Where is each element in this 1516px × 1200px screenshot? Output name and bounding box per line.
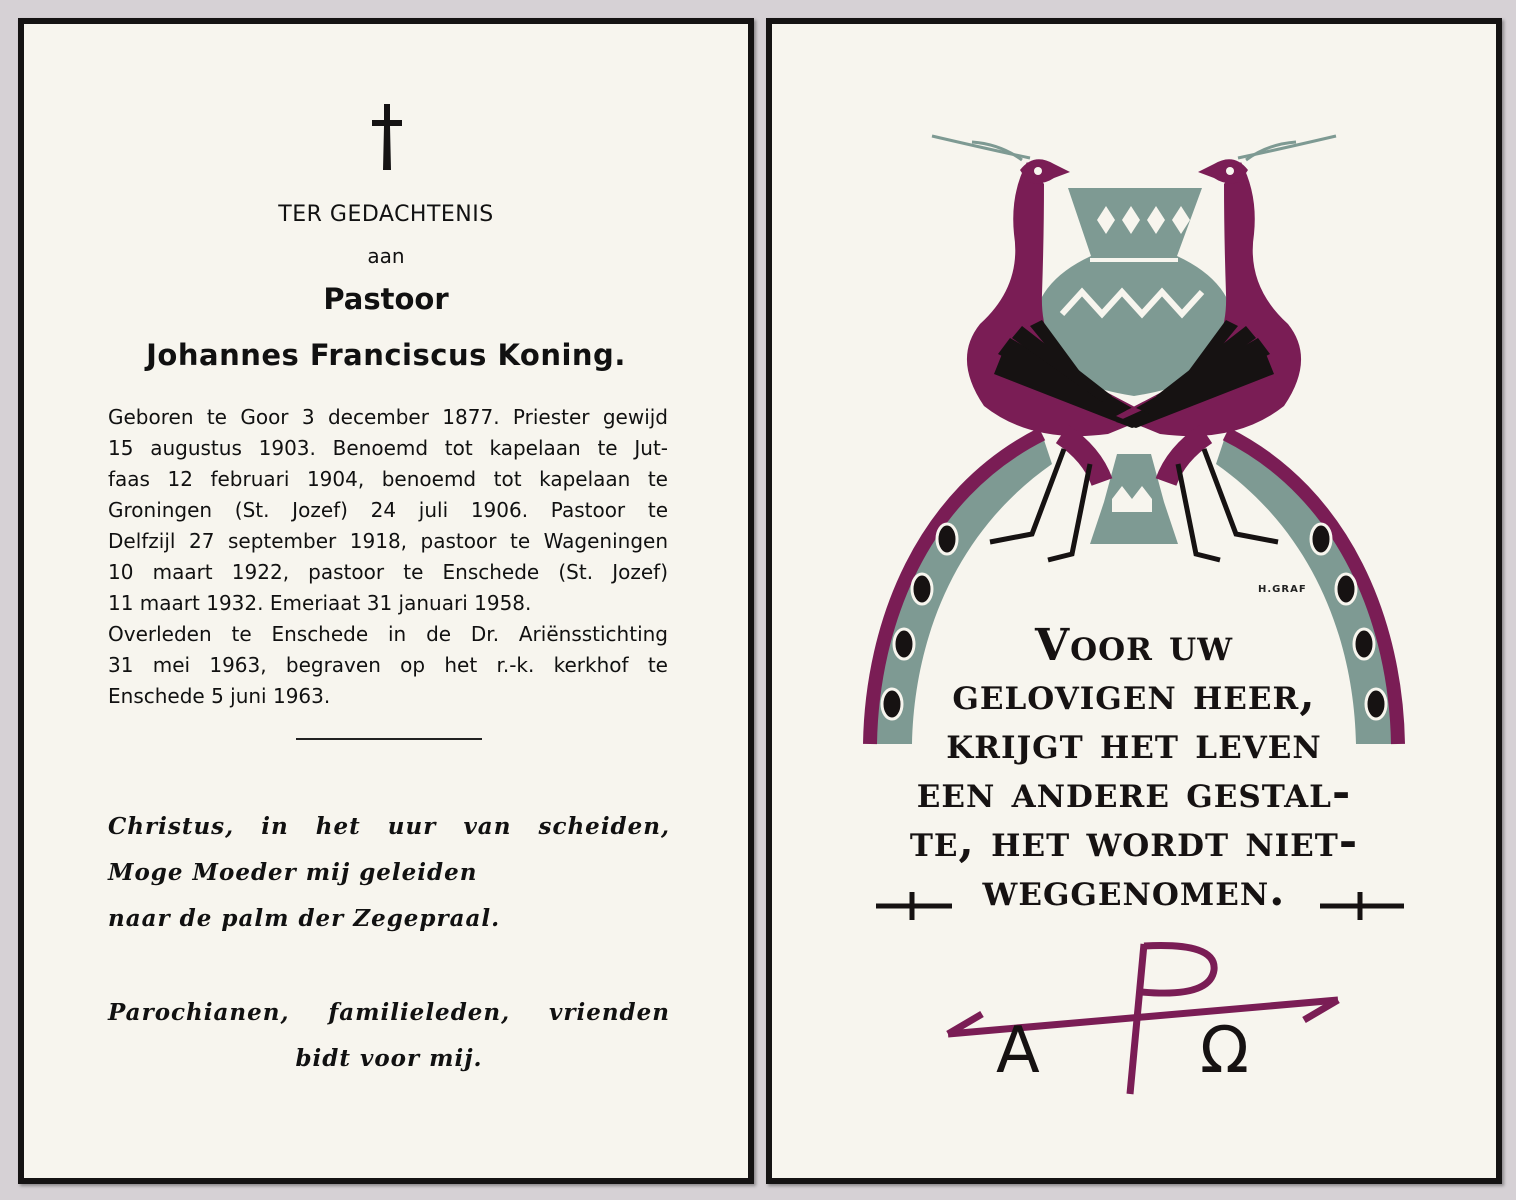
bio-line: Delfzijl 27 september 1918, pastoor te Wageningen — [108, 529, 668, 553]
bio-line: Groningen (St. Jozef) 24 juli 1906. Pastoor te — [108, 498, 668, 522]
closing-line: bidt voor mij. — [295, 1045, 483, 1072]
calligraphy-line: krijgt het leven — [946, 718, 1322, 769]
bio-line: 10 maart 1922, pastoor te Enschede (St. Jozef) — [108, 560, 668, 584]
artist-signature: H.GRAF — [1258, 584, 1307, 595]
bio-line: 11 maart 1932. Emeriaat 31 januari 1958. — [108, 591, 532, 615]
memorial-aan: aan — [367, 244, 405, 268]
biography — [108, 402, 668, 712]
calligraphy-line: Voor uw — [1034, 620, 1234, 671]
calligraphy-line: weggenomen. — [982, 865, 1286, 916]
divider — [296, 738, 482, 740]
cross-icon — [370, 104, 404, 170]
bio-line: Geboren te Goor 3 december 1877. Priester gewijd — [108, 405, 668, 429]
prayer-verse — [108, 804, 670, 942]
calligraphy-line: gelovigen heer, — [952, 669, 1316, 720]
prayer-line: naar de palm der Zegepraal. — [108, 905, 501, 932]
memorial-heading: TER GEDACHTENIS — [278, 202, 494, 227]
bio-line: faas 12 februari 1904, benoemd tot kapelaan te — [108, 467, 668, 491]
memorial-card-text-side — [18, 18, 754, 1184]
memorial-card-illustration-side — [766, 18, 1502, 1184]
deceased-name: Johannes Franciscus Koning. — [146, 338, 626, 372]
bio-line: Overleden te Enschede in de Dr. Ariënsstichting — [108, 622, 668, 646]
alpha-letter: A — [996, 1014, 1040, 1088]
closing-line: Parochianen, familieleden, vrienden — [108, 999, 670, 1026]
calligraphy-text — [772, 622, 1496, 916]
prayer-line: Moge Moeder mij geleiden — [108, 859, 478, 886]
calligraphy-line: te, het wordt niet- — [909, 816, 1359, 867]
prayer-line: Christus, in het uur van scheiden, — [108, 813, 670, 840]
calligraphy-line: een andere gestal- — [916, 767, 1352, 818]
peacock-illustration — [772, 24, 1496, 1178]
deceased-title: Pastoor — [323, 282, 449, 316]
bio-line: 31 mei 1963, begraven op het r.-k. kerkhof te — [108, 653, 668, 677]
omega-letter: Ω — [1200, 1014, 1249, 1088]
bio-line: 15 augustus 1903. Benoemd tot kapelaan te Jut- — [108, 436, 668, 460]
closing-request — [108, 990, 670, 1082]
bio-line: Enschede 5 juni 1963. — [108, 684, 331, 708]
